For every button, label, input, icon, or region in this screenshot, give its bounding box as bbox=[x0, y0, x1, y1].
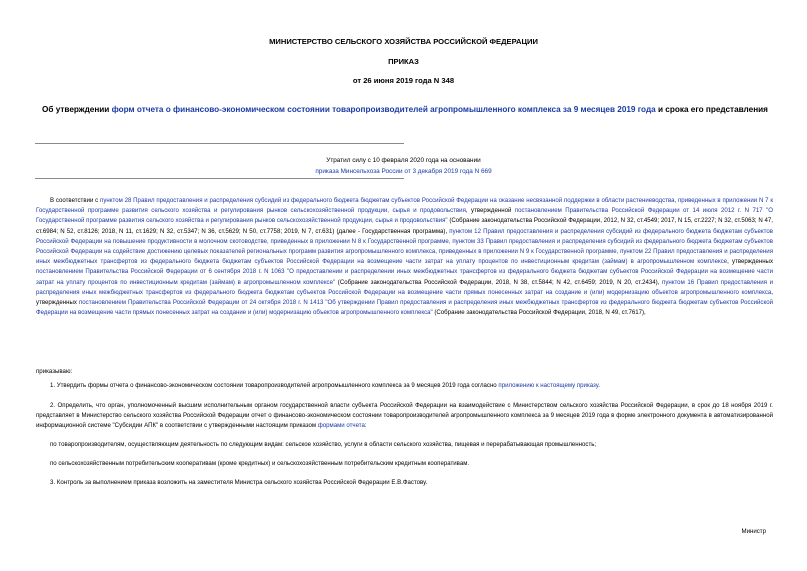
order-word: приказываю: bbox=[36, 368, 73, 375]
order-subitem-2: по сельскохозяйственным потребительским кооперативам (кроме кредитных) и сельскохозяйственным потребительским кредитным кооперативам. bbox=[50, 460, 470, 467]
preamble-text-1: В соответствии с bbox=[50, 197, 101, 204]
item2-text: 2. Определить, что орган, уполномоченный высшим исполнительным органом государственной власти субъекта Российской Федерации на взаимодействие с Министерством сельского хозяйства Российской Федерации, в срок до 18 ноября 2019 г. представляет в Министерство сельского хозяйства Российской Федерации отчет о финансово-экономическом состоянии товаропроизводителей агропромышленного комплекса за 9 месяцев 2019 года в форме электронного документа в автоматизированной информационной системе "Субсидии АПК" в соответствии с утвержденными настоящим приказом bbox=[36, 402, 773, 430]
item1-text: 1. Утвердить формы отчета о финансово-экономическом состоянии товаропроизводителей агропромышленного комплекса за 9 месяцев 2019 года согласно bbox=[50, 382, 499, 389]
order-item-1 bbox=[36, 381, 773, 391]
preamble-text-3: (Собрание законодательства Российской Федерации, 2012, N 32, ст.4549; 2017, N 15, ст.2227; N 32, ст.5063; N 47, ст.6984; N 52, ст.8126; 2018, N 11, ст.1629; N 32, ст.5347; N 36, ст.5629; N 50, ст.7758; 2019, N 7, ст.631) (далее - Государственная программа), bbox=[36, 217, 773, 235]
item2-end: : bbox=[364, 422, 367, 430]
preamble-link-4[interactable]: постановлением Правительства Российской Федерации от 6 сентября 2018 г. N 1063 "О предоставлении и распределении иных межбюджетных трансфертов из федерального бюджета бюджетам субъектов Российской Федерации на возмещение части затрат на уплату процентов по инвестиционным кредитам (займам) в агропромышленном комплексе" bbox=[36, 268, 773, 286]
preamble-link-1[interactable]: пунктом 28 Правил предоставления и распределения субсидий из федерального бюджета бюджетам субъектов Российской Федерации на оказание несвязанной поддержки в области растениеводства, приведенных в приложении N 7 к Государственной программе развития сельского хозяйства и регулирования рынков сельскохозяйственной продукции, сырья и продовольствия bbox=[36, 197, 774, 215]
preamble-text-2: , утвержденной bbox=[465, 207, 515, 215]
order-item-3: 3. Контроль за выполнением приказа возложить на заместителя Министра сельского хозяйства Российской Федерации Е.В.Фастову. bbox=[50, 479, 428, 486]
divider-top bbox=[35, 143, 404, 144]
document-type: ПРИКАЗ bbox=[388, 57, 419, 66]
preamble-paragraph bbox=[36, 196, 773, 318]
document-title bbox=[30, 104, 780, 115]
title-forms-link[interactable]: форм отчета о финансово-экономическом состоянии товаропроизводителей агропромышленного комплекса за 9 месяцев 2019 года bbox=[111, 105, 656, 114]
preamble-link-5[interactable]: пунктом 16 Правил предоставления и распределения иных межбюджетных трансфертов из федерального бюджета бюджетам субъектов Российской Федерации на возмещение части прямых понесенных затрат на создание и (или) модернизацию объектов агропромышленного комплекса bbox=[36, 278, 773, 296]
preamble-text-5: (Собрание законодательства Российской Федерации, 2018, N 38, ст.5844; N 42, ст.6459; 2019, N 20, ст.2434), bbox=[335, 278, 663, 286]
status-repeal-link[interactable]: приказа Минсельхоза России от 3 декабря 2019 года N 669 bbox=[315, 168, 492, 175]
signature-title: Министр bbox=[741, 528, 766, 535]
order-subitem-1: по товаропроизводителям, осуществляющим деятельность по следующим видам: сельское хозяйство, услуги в области сельского хозяйства, пищевая и перерабатывающая промышленность; bbox=[50, 441, 597, 448]
divider-bottom bbox=[35, 178, 404, 179]
ministry-heading: МИНИСТЕРСТВО СЕЛЬСКОГО ХОЗЯЙСТВА РОССИЙСКОЙ ФЕДЕРАЦИИ bbox=[269, 37, 538, 46]
title-prefix: Об утверждении bbox=[42, 105, 112, 114]
preamble-text-6: , утвержденных bbox=[36, 288, 773, 307]
status-note: Утратил силу с 10 февраля 2020 года на основании bbox=[326, 157, 481, 164]
preamble-text-7: (Собрание законодательства Российской Федерации, 2018, N 49, ст.7617), bbox=[432, 309, 646, 317]
preamble-text-4: , утвержденных bbox=[727, 258, 773, 266]
preamble-link-6[interactable]: постановлением Правительства Российской Федерации от 24 октября 2018 г. N 1413 "Об утверждении Правил предоставления и распределения иных межбюджетных трансфертов из федерального бюджета бюджетам субъектов Российской Федерации на возмещение части прямых понесенных затрат на создание и (или) модернизацию объектов агропромышленного комплекса" bbox=[36, 299, 774, 317]
order-item-2 bbox=[36, 401, 773, 432]
report-forms-link[interactable]: формами отчета bbox=[317, 422, 365, 430]
document-date-number: от 26 июня 2019 года N 348 bbox=[352, 76, 455, 85]
preamble-link-3[interactable]: пунктом 12 Правил предоставления и распределения субсидий из федерального бюджета бюджетам субъектов Российской Федерации на повышение продуктивности в молочном скотоводстве, приведенных в приложении N 8 к Государственной программе, пунктом 33 Правил предоставления и распределения субсидий из федерального бюджета бюджетам субъектов Российской Федерации на содействие достижению целевых показателей региональных программ развития агропромышленного комплекса, приведенных в приложении N 9 к Государственной программе, пунктом 22 Правил предоставления и распределения иных межбюджетных трансфертов из федерального бюджета бюджетам субъектов Российской Федерации на возмещение части затрат на уплату процентов по инвестиционным кредитам (займам) в агропромышленном комплексе bbox=[36, 227, 773, 266]
preamble-link-2[interactable]: постановлением Правительства Российской Федерации от 14 июля 2012 г. N 717 "О Государственной программе развития сельского хозяйства и регулирования рынков сельскохозяйственной продукции, сырья и продовольствия" bbox=[36, 207, 773, 225]
appendix-link[interactable]: приложению к настоящему приказу bbox=[498, 382, 599, 389]
item1-end: . bbox=[598, 382, 600, 389]
title-suffix: и срока его представления bbox=[655, 105, 768, 114]
